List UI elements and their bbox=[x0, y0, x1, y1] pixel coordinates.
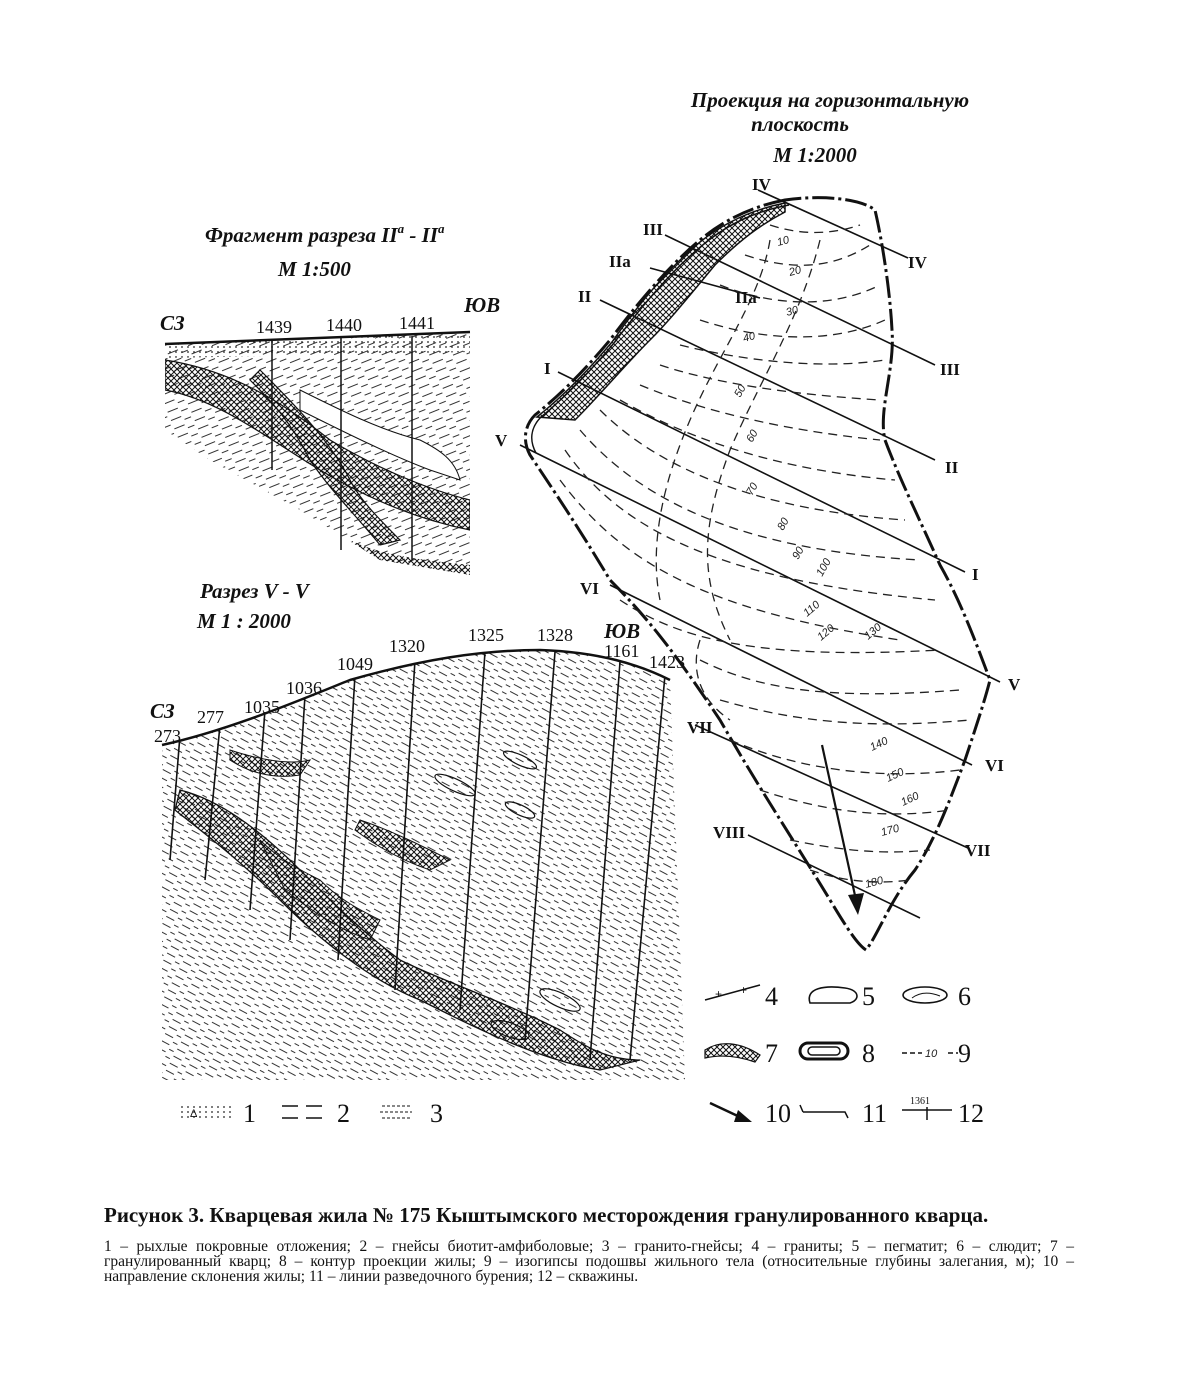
well-number: 277 bbox=[197, 707, 224, 727]
legend-item-cover-deposits bbox=[180, 1099, 256, 1128]
isohypse-label: 40 bbox=[741, 330, 757, 345]
isohypse-label: 10 bbox=[775, 234, 791, 249]
section-label: VII bbox=[687, 718, 713, 737]
isohypse-label: 80 bbox=[775, 515, 792, 533]
fragment-dir-right: ЮВ bbox=[464, 293, 501, 317]
legend-number: 12 bbox=[958, 1099, 984, 1128]
well-number: 1036 bbox=[286, 678, 322, 698]
legend-item-well bbox=[902, 1096, 984, 1128]
fragment-title-main: Фрагмент разреза II bbox=[205, 223, 398, 247]
section-label: II bbox=[945, 458, 959, 477]
fragment-title-dash: - II bbox=[404, 223, 438, 247]
section-v-v bbox=[150, 579, 690, 1090]
isohypse-label: 170 bbox=[879, 822, 901, 839]
legend-item-drill-line bbox=[800, 1099, 887, 1128]
well-number: 1161 bbox=[604, 641, 640, 661]
well-number: 1035 bbox=[244, 697, 280, 717]
caption-title: Рисунок 3. Кварцевая жила № 175 Кыштымского месторождения гранулированного кварца. bbox=[104, 1203, 989, 1227]
well-number: 273 bbox=[154, 726, 181, 746]
section-label: IIa bbox=[735, 288, 757, 307]
legend-item-granite-gneiss bbox=[380, 1099, 443, 1128]
well-number: 1049 bbox=[337, 654, 373, 674]
svg-text:+: + bbox=[740, 983, 748, 997]
legend-item-mica bbox=[903, 982, 971, 1011]
section-label: IV bbox=[752, 175, 771, 194]
fragment-title bbox=[205, 221, 445, 247]
isohypse-label: 160 bbox=[899, 790, 921, 809]
legend-number: 5 bbox=[862, 982, 875, 1011]
legend-item-granite bbox=[705, 982, 778, 1011]
section-label: VIII bbox=[713, 823, 746, 842]
legend-number: 10 bbox=[765, 1099, 791, 1128]
section-dir-right: ЮВ bbox=[604, 619, 641, 643]
section-label: IV bbox=[908, 253, 927, 272]
legend-number: 4 bbox=[765, 982, 778, 1011]
section-label: III bbox=[643, 220, 663, 239]
section-label: II bbox=[578, 287, 592, 306]
svg-text:Δ: Δ bbox=[190, 1108, 198, 1120]
section-label: V bbox=[495, 431, 508, 450]
figure-caption bbox=[104, 1203, 1074, 1285]
section-label: V bbox=[1008, 675, 1021, 694]
legend-item-pegmatite bbox=[809, 982, 875, 1011]
legend-number: 11 bbox=[862, 1099, 888, 1128]
isohypse-label: 70 bbox=[744, 480, 761, 498]
isohypse-label: 50 bbox=[732, 382, 749, 400]
section-title: Разрез V - V bbox=[200, 579, 309, 603]
plan-title-line1: Проекция на горизонтальную bbox=[690, 88, 970, 112]
well-number: 1440 bbox=[326, 315, 362, 335]
isohypse-label: 100 bbox=[814, 556, 834, 579]
legend-item-plunge-arrow bbox=[710, 1099, 791, 1128]
legend-isohypse-sample: 10 bbox=[925, 1048, 938, 1060]
isohypse-label: 90 bbox=[790, 544, 807, 562]
section-label: IIa bbox=[609, 252, 631, 271]
fragment-scale: М 1:500 bbox=[278, 257, 351, 281]
fragment-title-sup: a bbox=[397, 221, 405, 236]
section-label: VII bbox=[965, 841, 991, 860]
plan-title-line2: плоскость bbox=[751, 112, 849, 136]
isohypse-label: 140 bbox=[868, 735, 890, 754]
legend-item-granulated-quartz bbox=[705, 1039, 778, 1068]
isohypse-label: 30 bbox=[784, 304, 800, 319]
legend-number: 1 bbox=[243, 1099, 256, 1128]
plan-scale: М 1:2000 bbox=[773, 143, 857, 167]
isohypse-label: 180 bbox=[863, 874, 885, 891]
section-dir-left: СЗ bbox=[150, 699, 175, 723]
well-number: 1328 bbox=[537, 625, 573, 645]
well-number: 1439 bbox=[256, 317, 292, 337]
isohypse-label: 130 bbox=[862, 621, 884, 643]
section-label: I bbox=[972, 565, 979, 584]
isohypse-labels bbox=[732, 234, 921, 891]
caption-text: 1 – рыхлые покровные отложения; 2 – гнейсы биотит-амфиболовые; 3 – гранито-гнейсы; 4 – граниты; 5 – пегматит; 6 – слюдит; 7 – гранулированный кварц; 8 – контур проекции жилы; 9 – изогипсы подошвы жильного тела (относительные глубины залегания, м); 10 – направление склонения жилы; 11 – линии разведочного бурения; 12 – скважины. bbox=[104, 1238, 1074, 1285]
isohypse-label: 150 bbox=[884, 766, 906, 785]
svg-text:+: + bbox=[715, 987, 723, 1001]
isohypse-label: 110 bbox=[801, 598, 823, 620]
legend-number: 7 bbox=[765, 1039, 778, 1068]
well-number: 1423 bbox=[649, 652, 685, 672]
isohypse-label: 120 bbox=[815, 622, 837, 644]
legend-number: 2 bbox=[337, 1099, 350, 1128]
section-label: III bbox=[940, 360, 960, 379]
well-number: 1325 bbox=[468, 625, 504, 645]
legend-well-sample: 1361 bbox=[910, 1096, 930, 1107]
fragment-dir-left: СЗ bbox=[160, 311, 185, 335]
fragment-section bbox=[160, 221, 500, 590]
fragment-title-sup2: a bbox=[437, 221, 445, 236]
legend-item-gneiss bbox=[282, 1099, 350, 1128]
legend-number: 3 bbox=[430, 1099, 443, 1128]
plunge-direction-arrow bbox=[822, 745, 864, 915]
legend-item-isohypse bbox=[902, 1039, 971, 1068]
legend-number: 6 bbox=[958, 982, 971, 1011]
section-scale: М 1 : 2000 bbox=[197, 609, 291, 633]
isohypse-label: 20 bbox=[787, 264, 803, 279]
well-number: 1441 bbox=[399, 313, 435, 333]
legend-number: 8 bbox=[862, 1039, 875, 1068]
section-label: VI bbox=[580, 579, 599, 598]
section-label: VI bbox=[985, 756, 1004, 775]
legend-number: 9 bbox=[958, 1039, 971, 1068]
legend-item-contour bbox=[800, 1039, 875, 1068]
isohypse-label: 60 bbox=[744, 427, 761, 445]
well-number: 1320 bbox=[389, 636, 425, 656]
section-label: I bbox=[544, 359, 551, 378]
